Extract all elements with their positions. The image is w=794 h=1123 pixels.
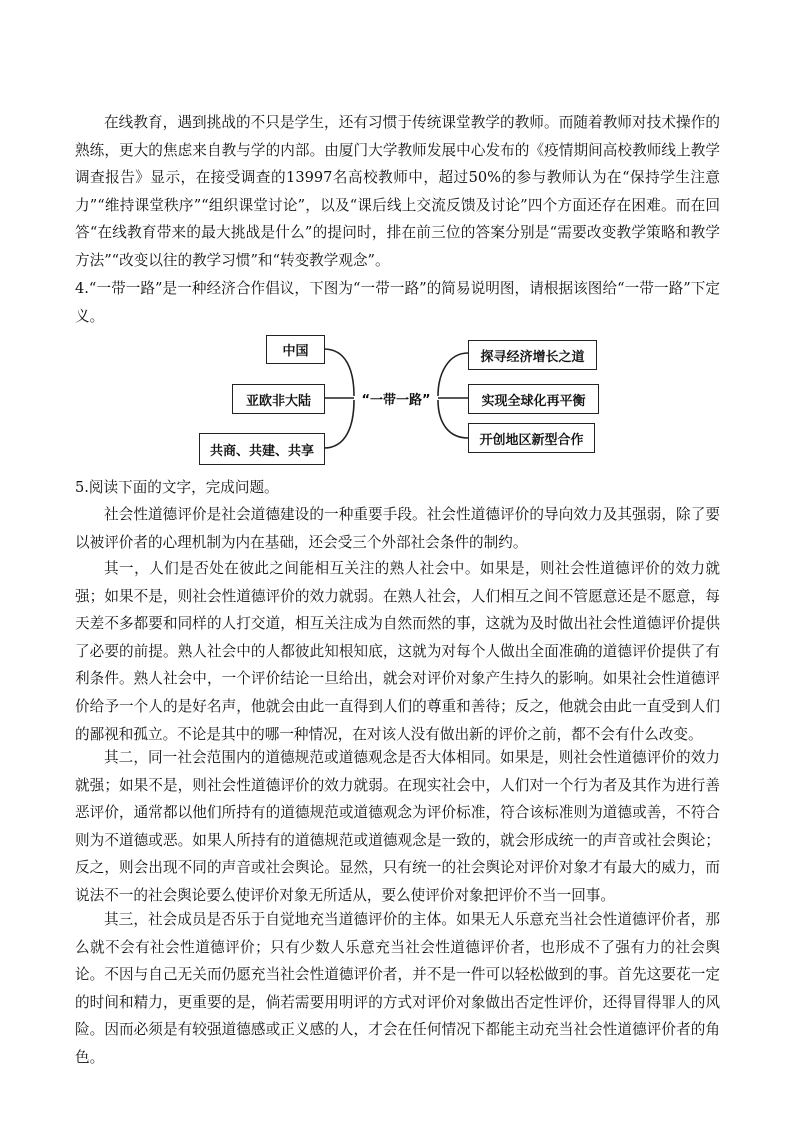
passage-paragraph-3: 其二，同一社会范围内的道德规范或道德观念是否大体相同。如果是，则社会性道德评价的效力就强；如果不是，则社会性道德评价的效力就弱。在现实社会中，人们对一个行为者及其作为进行善恶评价，通常都以他们所持有的道德规范或道德观念为评价标准，符合该标准则为道德或善，不符合则为不道德或恶。如果人所持有的道德规范或道德观念是一致的，就会形成统一的声音或社会舆论；反之，则会出现不同的声音或社会舆论。显然，只有统一的社会舆论对评价对象才有最大的威力，而说法不一的社会舆论要么使评价对象无所适从，要么使评价对象把评价不当一回事。 [75, 749, 720, 904]
box-economic-growth: 探寻经济增长之道 [468, 340, 597, 370]
box-china: 中国 [266, 335, 325, 364]
belt-and-road-diagram [196, 330, 604, 466]
intro-paragraph: 在线教育，遇到挑战的不只是学生，还有习惯于传统课堂教学的教师。而随着教师对技术操作的熟练，更大的焦虑来自教与学的内部。由厦门大学教师发展中心发布的《疫情期间高校教师线上教学调查报告》显示，在接受调查的13997名高校教师中，超过50%的参与教师认为在“保持学生注意力”“维持课堂秩序”“组织课堂讨论”，以及“课后线上交流反馈及讨论”四个方面还存在困难。而在回答“在线教育带来的最大挑战是什么”的提问时，排在前三位的答案分别是“需要改变教学策略和教学方法”“改变以往的教学习惯”和“转变教学观念”。 [75, 114, 720, 269]
passage-paragraph-4: 其三，社会成员是否乐于自觉地充当道德评价的主体。如果无人乐意充当社会性道德评价者，那么就不会有社会性道德评价；只有少数人乐意充当社会性道德评价者，也形成不了强有力的社会舆论。不因与自己无关而仍愿充当社会性道德评价者，并不是一件可以轻松做到的事。首先这要花一定的时间和精力，更重要的是，倘若需要用明评的方式对评价对象做出否定性评价，还得冒得罪人的风险。因而必须是有较强道德感或正义感的人，才会在任何情况下都能主动充当社会性道德评价者的角色。 [75, 911, 720, 1066]
box-center-belt-road: “一带一路” [361, 393, 431, 408]
question-5: 5.阅读下面的文字，完成问题。 [75, 479, 279, 496]
passage-paragraph-2: 其一，人们是否处在彼此之间能相互关注的熟人社会中。如果是，则社会性道德评价的效力就强；如果不是，则社会性道德评价的效力就弱。在熟人社会，人们相互之间不管愿意还是不愿意，每天差不多都要和同样的人打交道，相互关注成为自然而然的事，这就为及时做出社会性道德评价提供了必要的前提。熟人社会中的人都彼此知根知底，这就为对每个人做出全面准确的道德评价提供了有利条件。熟人社会中，一个评价结论一旦给出，就会对评价对象产生持久的影响。如果社会性道德评价给予一个人的是好名声，他就会由此一直得到人们的尊重和善待；反之，他就会由此一直受到人们的鄙视和孤立。不论是其中的哪一种情况，在对该人没有做出新的评价之前，都不会有什么改变。 [75, 560, 720, 743]
question-4: 4.“一带一路”是一种经济合作倡议，下图为“一带一路”的简易说明图，请根据该图给“一带一路”下定义。 [75, 280, 720, 325]
box-shared-principles: 共商、共建、共享 [199, 433, 325, 465]
passage-paragraph-1: 社会性道德评价是社会道德建设的一种重要手段。社会性道德评价的导向效力及其强弱，除了要以被评价者的心理机制为内在基础，还会受三个外部社会条件的制约。 [75, 506, 720, 551]
box-globalization-rebalance: 实现全球化再平衡 [468, 384, 599, 414]
box-eurasia-africa: 亚欧非大陆 [232, 384, 325, 414]
box-regional-cooperation: 开创地区新型合作 [468, 423, 595, 453]
